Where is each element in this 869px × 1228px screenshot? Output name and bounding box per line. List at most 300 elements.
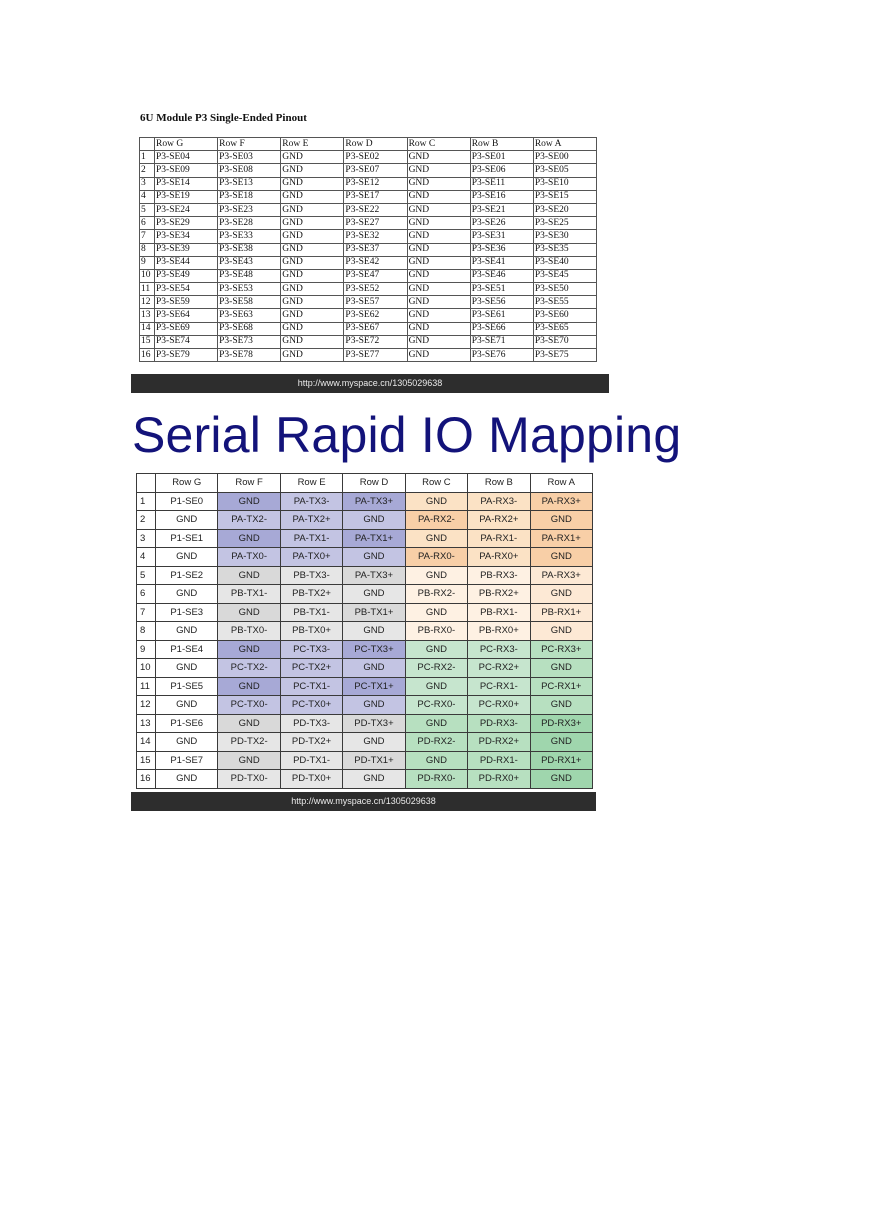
pin-cell: PC-TX3+ [343, 640, 405, 659]
pin-cell: GND [281, 269, 344, 282]
pin-cell: GND [407, 190, 470, 203]
row-number-cell: 4 [137, 548, 156, 567]
pin-cell: GND [530, 511, 592, 530]
row-number-cell: 3 [137, 529, 156, 548]
table-row [140, 230, 597, 243]
pin-cell: P3-SE24 [155, 203, 218, 216]
row-number-cell: 16 [140, 349, 155, 362]
pin-cell: GND [405, 751, 467, 770]
pin-cell: P3-SE54 [155, 283, 218, 296]
pin-cell: P3-SE16 [470, 190, 533, 203]
table-row [137, 492, 593, 511]
table-row [137, 622, 593, 641]
pin-cell: P3-SE55 [533, 296, 596, 309]
pin-cell: P3-SE41 [470, 256, 533, 269]
pin-cell: PA-TX1- [280, 529, 342, 548]
pin-cell: P3-SE51 [470, 283, 533, 296]
table-row [137, 566, 593, 585]
pin-cell: GND [343, 511, 405, 530]
pin-cell: PB-RX1- [468, 603, 530, 622]
pinout-body [140, 151, 597, 362]
pin-cell: GND [405, 566, 467, 585]
header-cell: Row B [468, 474, 530, 493]
pin-cell: P3-SE01 [470, 151, 533, 164]
pin-cell: GND [407, 164, 470, 177]
pin-cell: GND [405, 529, 467, 548]
pin-cell: P3-SE09 [155, 164, 218, 177]
pin-cell: PA-RX3- [468, 492, 530, 511]
pin-cell: GND [281, 309, 344, 322]
table-row [140, 296, 597, 309]
pin-cell: GND [530, 622, 592, 641]
pin-cell: PD-TX1- [280, 751, 342, 770]
row-number-cell: 16 [137, 770, 156, 789]
header-cell: Row B [470, 138, 533, 151]
pin-cell: P3-SE72 [344, 335, 407, 348]
table-row [140, 243, 597, 256]
pin-cell: PB-TX1- [280, 603, 342, 622]
header-cell: Row A [533, 138, 596, 151]
pin-cell: PB-RX0- [405, 622, 467, 641]
srio-body [137, 492, 593, 788]
pin-cell: P3-SE22 [344, 203, 407, 216]
pin-cell: PD-TX3+ [343, 714, 405, 733]
header-cell: Row C [405, 474, 467, 493]
pin-cell: P3-SE56 [470, 296, 533, 309]
pin-cell: GND [281, 230, 344, 243]
pin-cell: PD-TX1+ [343, 751, 405, 770]
pin-cell: GND [530, 733, 592, 752]
pin-cell: P1-SE0 [156, 492, 218, 511]
row-number-cell: 10 [140, 269, 155, 282]
table-row [140, 309, 597, 322]
header-cell: Row E [280, 474, 342, 493]
pin-cell: P3-SE44 [155, 256, 218, 269]
pin-cell: P3-SE26 [470, 217, 533, 230]
pin-cell: GND [407, 230, 470, 243]
pin-cell: P3-SE49 [155, 269, 218, 282]
pin-cell: GND [218, 751, 280, 770]
pin-cell: GND [407, 283, 470, 296]
header-cell: Row D [344, 138, 407, 151]
pin-cell: P3-SE12 [344, 177, 407, 190]
row-number-cell: 8 [137, 622, 156, 641]
row-number-cell: 7 [137, 603, 156, 622]
row-number-cell: 11 [140, 283, 155, 296]
pin-cell: GND [343, 622, 405, 641]
pinout-table [139, 137, 597, 362]
pin-cell: GND [218, 640, 280, 659]
table-row [137, 585, 593, 604]
row-number-cell: 3 [140, 177, 155, 190]
pin-cell: GND [405, 492, 467, 511]
pin-cell: GND [281, 256, 344, 269]
pin-cell: P3-SE62 [344, 309, 407, 322]
pin-cell: P3-SE79 [155, 349, 218, 362]
pin-cell: PA-TX0- [218, 548, 280, 567]
pin-cell: P3-SE39 [155, 243, 218, 256]
table-row [140, 349, 597, 362]
pin-cell: P3-SE77 [344, 349, 407, 362]
pin-cell: PA-RX1+ [530, 529, 592, 548]
table-row [140, 322, 597, 335]
pin-cell: P3-SE11 [470, 177, 533, 190]
pin-cell: GND [281, 190, 344, 203]
pin-cell: P3-SE53 [218, 283, 281, 296]
pin-cell: P3-SE10 [533, 177, 596, 190]
pin-cell: GND [530, 659, 592, 678]
watermark-banner: http://www.myspace.cn/1305029638 [131, 374, 609, 393]
pin-cell: PA-RX2+ [468, 511, 530, 530]
pin-cell: P3-SE60 [533, 309, 596, 322]
pin-cell: P3-SE42 [344, 256, 407, 269]
row-number-cell: 15 [140, 335, 155, 348]
pin-cell: P3-SE19 [155, 190, 218, 203]
pin-cell: GND [281, 322, 344, 335]
pin-cell: P3-SE20 [533, 203, 596, 216]
row-number-cell: 8 [140, 243, 155, 256]
pin-cell: PD-RX1- [468, 751, 530, 770]
pin-cell: PB-TX0+ [280, 622, 342, 641]
pin-cell: GND [530, 770, 592, 789]
pin-cell: GND [218, 529, 280, 548]
pin-cell: P3-SE38 [218, 243, 281, 256]
pin-cell: P3-SE30 [533, 230, 596, 243]
pin-cell: PC-RX2- [405, 659, 467, 678]
pin-cell: GND [156, 622, 218, 641]
table-row [140, 164, 597, 177]
pin-cell: PB-RX3- [468, 566, 530, 585]
table-row [137, 751, 593, 770]
pin-cell: GND [407, 335, 470, 348]
pin-cell: PD-RX2- [405, 733, 467, 752]
pin-cell: PD-TX0+ [280, 770, 342, 789]
pin-cell: P3-SE29 [155, 217, 218, 230]
row-number-cell: 1 [140, 151, 155, 164]
pin-cell: PA-RX3+ [530, 566, 592, 585]
pin-cell: PD-RX0+ [468, 770, 530, 789]
pin-cell: P3-SE66 [470, 322, 533, 335]
pin-cell: PA-RX0+ [468, 548, 530, 567]
pin-cell: GND [407, 322, 470, 335]
pin-cell: GND [407, 177, 470, 190]
pinout-title: 6U Module P3 Single-Ended Pinout [140, 112, 307, 124]
table-row [140, 217, 597, 230]
table-row [137, 529, 593, 548]
pin-cell: P3-SE71 [470, 335, 533, 348]
pin-cell: P3-SE73 [218, 335, 281, 348]
pin-cell: GND [407, 309, 470, 322]
pin-cell: PC-RX2+ [468, 659, 530, 678]
pin-cell: P3-SE45 [533, 269, 596, 282]
pin-cell: P3-SE14 [155, 177, 218, 190]
table-row [140, 335, 597, 348]
pin-cell: GND [407, 217, 470, 230]
pin-cell: PD-RX3- [468, 714, 530, 733]
pin-cell: P3-SE70 [533, 335, 596, 348]
pin-cell: PD-TX2- [218, 733, 280, 752]
pin-cell: P3-SE75 [533, 349, 596, 362]
pin-cell: PA-TX3- [280, 492, 342, 511]
pin-cell: PB-TX3- [280, 566, 342, 585]
pin-cell: PB-RX1+ [530, 603, 592, 622]
pin-cell: GND [156, 733, 218, 752]
pin-cell: GND [281, 151, 344, 164]
header-cell: Row F [218, 138, 281, 151]
watermark-banner: http://www.myspace.cn/1305029638 [131, 792, 596, 811]
pin-cell: PA-TX0+ [280, 548, 342, 567]
pin-cell: P3-SE68 [218, 322, 281, 335]
pin-cell: PC-RX3+ [530, 640, 592, 659]
pin-cell: PC-RX0+ [468, 696, 530, 715]
pin-cell: PC-TX1+ [343, 677, 405, 696]
pin-cell: P3-SE59 [155, 296, 218, 309]
table-row [137, 659, 593, 678]
pin-cell: P3-SE00 [533, 151, 596, 164]
pin-cell: PB-TX1- [218, 585, 280, 604]
table-row [140, 203, 597, 216]
pin-cell: GND [156, 548, 218, 567]
pin-cell: PC-TX1- [280, 677, 342, 696]
pin-cell: P3-SE78 [218, 349, 281, 362]
header-cell: Row C [407, 138, 470, 151]
table-row [140, 151, 597, 164]
pin-cell: PB-RX2+ [468, 585, 530, 604]
pin-cell: PC-TX2+ [280, 659, 342, 678]
row-number-cell: 13 [140, 309, 155, 322]
row-number-cell: 4 [140, 190, 155, 203]
row-number-cell: 14 [140, 322, 155, 335]
pin-cell: PD-TX0- [218, 770, 280, 789]
pin-cell: P3-SE21 [470, 203, 533, 216]
pin-cell: P3-SE13 [218, 177, 281, 190]
pinout-figure [131, 108, 609, 393]
pin-cell: P3-SE18 [218, 190, 281, 203]
pin-cell: GND [156, 585, 218, 604]
pin-cell: GND [156, 770, 218, 789]
pin-cell: P3-SE31 [470, 230, 533, 243]
pin-cell: P3-SE15 [533, 190, 596, 203]
pin-cell: GND [405, 603, 467, 622]
pinout-header-row [140, 138, 597, 151]
row-number-cell: 7 [140, 230, 155, 243]
srio-table [136, 473, 593, 789]
pin-cell: GND [343, 585, 405, 604]
pin-cell: PA-RX2- [405, 511, 467, 530]
pin-cell: GND [407, 203, 470, 216]
pin-cell: P3-SE35 [533, 243, 596, 256]
pin-cell: PD-RX3+ [530, 714, 592, 733]
pin-cell: PD-RX1+ [530, 751, 592, 770]
pin-cell: PA-RX1- [468, 529, 530, 548]
pin-cell: P1-SE3 [156, 603, 218, 622]
table-row [140, 177, 597, 190]
table-row [137, 511, 593, 530]
header-cell: Row G [155, 138, 218, 151]
pin-cell: P3-SE47 [344, 269, 407, 282]
pin-cell: PB-TX0- [218, 622, 280, 641]
pin-cell: P1-SE7 [156, 751, 218, 770]
row-number-cell: 5 [137, 566, 156, 585]
pin-cell: P3-SE43 [218, 256, 281, 269]
pin-cell: P3-SE46 [470, 269, 533, 282]
pin-cell: GND [218, 492, 280, 511]
pin-cell: GND [407, 296, 470, 309]
pin-cell: P3-SE64 [155, 309, 218, 322]
header-cell: Row E [281, 138, 344, 151]
pin-cell: GND [281, 164, 344, 177]
pin-cell: PB-TX1+ [343, 603, 405, 622]
pin-cell: PC-TX3- [280, 640, 342, 659]
pin-cell: PC-RX1- [468, 677, 530, 696]
pin-cell: P3-SE67 [344, 322, 407, 335]
pin-cell: PC-RX3- [468, 640, 530, 659]
table-row [140, 190, 597, 203]
pin-cell: P3-SE17 [344, 190, 407, 203]
pin-cell: GND [281, 335, 344, 348]
header-cell: Row G [156, 474, 218, 493]
pin-cell: GND [405, 640, 467, 659]
header-cell: Row F [218, 474, 280, 493]
pin-cell: GND [343, 733, 405, 752]
row-number-cell: 2 [140, 164, 155, 177]
pin-cell: GND [281, 177, 344, 190]
pin-cell: GND [156, 511, 218, 530]
pin-cell: GND [530, 696, 592, 715]
pin-cell: P3-SE08 [218, 164, 281, 177]
pin-cell: PD-RX0- [405, 770, 467, 789]
table-row [137, 696, 593, 715]
pin-cell: GND [281, 203, 344, 216]
row-number-cell: 9 [140, 256, 155, 269]
pin-cell: GND [530, 548, 592, 567]
pin-cell: PC-RX0- [405, 696, 467, 715]
pin-cell: PD-TX3- [280, 714, 342, 733]
row-number-cell: 13 [137, 714, 156, 733]
table-row [140, 269, 597, 282]
pin-cell: PC-RX1+ [530, 677, 592, 696]
pin-cell: GND [281, 296, 344, 309]
pin-cell: GND [405, 677, 467, 696]
pin-cell: P1-SE1 [156, 529, 218, 548]
pin-cell: PA-TX1+ [343, 529, 405, 548]
srio-figure [131, 470, 596, 810]
pin-cell: GND [343, 696, 405, 715]
pin-cell: P1-SE5 [156, 677, 218, 696]
pin-cell: GND [407, 151, 470, 164]
pin-cell: P3-SE33 [218, 230, 281, 243]
pin-cell: GND [407, 349, 470, 362]
pin-cell: GND [156, 659, 218, 678]
pin-cell: P3-SE07 [344, 164, 407, 177]
pin-cell: P3-SE76 [470, 349, 533, 362]
row-number-cell: 15 [137, 751, 156, 770]
pin-cell: P3-SE40 [533, 256, 596, 269]
table-row [137, 548, 593, 567]
pin-cell: GND [281, 217, 344, 230]
row-number-cell: 5 [140, 203, 155, 216]
pin-cell: GND [218, 677, 280, 696]
pin-cell: GND [343, 659, 405, 678]
pin-cell: PC-TX0+ [280, 696, 342, 715]
table-row [137, 714, 593, 733]
pin-cell: PC-TX0- [218, 696, 280, 715]
pin-cell: PB-TX2+ [280, 585, 342, 604]
pin-cell: P3-SE03 [218, 151, 281, 164]
pin-cell: P3-SE58 [218, 296, 281, 309]
pin-cell: P3-SE04 [155, 151, 218, 164]
pin-cell: GND [218, 603, 280, 622]
pin-cell: P3-SE48 [218, 269, 281, 282]
table-row [137, 640, 593, 659]
header-cell: Row D [343, 474, 405, 493]
pin-cell: P3-SE61 [470, 309, 533, 322]
pin-cell: P3-SE50 [533, 283, 596, 296]
pin-cell: GND [530, 585, 592, 604]
table-row [137, 770, 593, 789]
pin-cell: PA-TX2+ [280, 511, 342, 530]
pin-cell: PA-RX0- [405, 548, 467, 567]
row-number-cell: 2 [137, 511, 156, 530]
pin-cell: P1-SE2 [156, 566, 218, 585]
pin-cell: PA-TX2- [218, 511, 280, 530]
table-row [137, 603, 593, 622]
table-row [137, 677, 593, 696]
pin-cell: P3-SE02 [344, 151, 407, 164]
pin-cell: P3-SE25 [533, 217, 596, 230]
pin-cell: P3-SE37 [344, 243, 407, 256]
pin-cell: GND [281, 243, 344, 256]
pin-cell: GND [405, 714, 467, 733]
row-number-cell: 11 [137, 677, 156, 696]
header-cell [137, 474, 156, 493]
row-number-cell: 9 [137, 640, 156, 659]
pin-cell: GND [218, 714, 280, 733]
table-row [140, 256, 597, 269]
pin-cell: GND [281, 349, 344, 362]
pin-cell: PD-TX2+ [280, 733, 342, 752]
pin-cell: P1-SE6 [156, 714, 218, 733]
pin-cell: P3-SE65 [533, 322, 596, 335]
pin-cell: P3-SE36 [470, 243, 533, 256]
srio-header-row [137, 474, 593, 493]
table-row [140, 283, 597, 296]
pin-cell: GND [343, 770, 405, 789]
pin-cell: GND [407, 243, 470, 256]
pin-cell: P3-SE06 [470, 164, 533, 177]
header-cell: Row A [530, 474, 592, 493]
pin-cell: PB-RX0+ [468, 622, 530, 641]
pin-cell: GND [343, 548, 405, 567]
pin-cell: GND [407, 269, 470, 282]
pin-cell: GND [218, 566, 280, 585]
pin-cell: P3-SE05 [533, 164, 596, 177]
pin-cell: P3-SE57 [344, 296, 407, 309]
pin-cell: P3-SE28 [218, 217, 281, 230]
pin-cell: P3-SE52 [344, 283, 407, 296]
row-number-cell: 6 [140, 217, 155, 230]
row-number-cell: 6 [137, 585, 156, 604]
row-number-cell: 14 [137, 733, 156, 752]
pin-cell: PA-RX3+ [530, 492, 592, 511]
pin-cell: PA-TX3+ [343, 566, 405, 585]
pin-cell: PD-RX2+ [468, 733, 530, 752]
pin-cell: PA-TX3+ [343, 492, 405, 511]
pin-cell: P3-SE23 [218, 203, 281, 216]
row-number-cell: 12 [140, 296, 155, 309]
page-heading: Serial Rapid IO Mapping [132, 407, 682, 463]
pin-cell: P3-SE32 [344, 230, 407, 243]
